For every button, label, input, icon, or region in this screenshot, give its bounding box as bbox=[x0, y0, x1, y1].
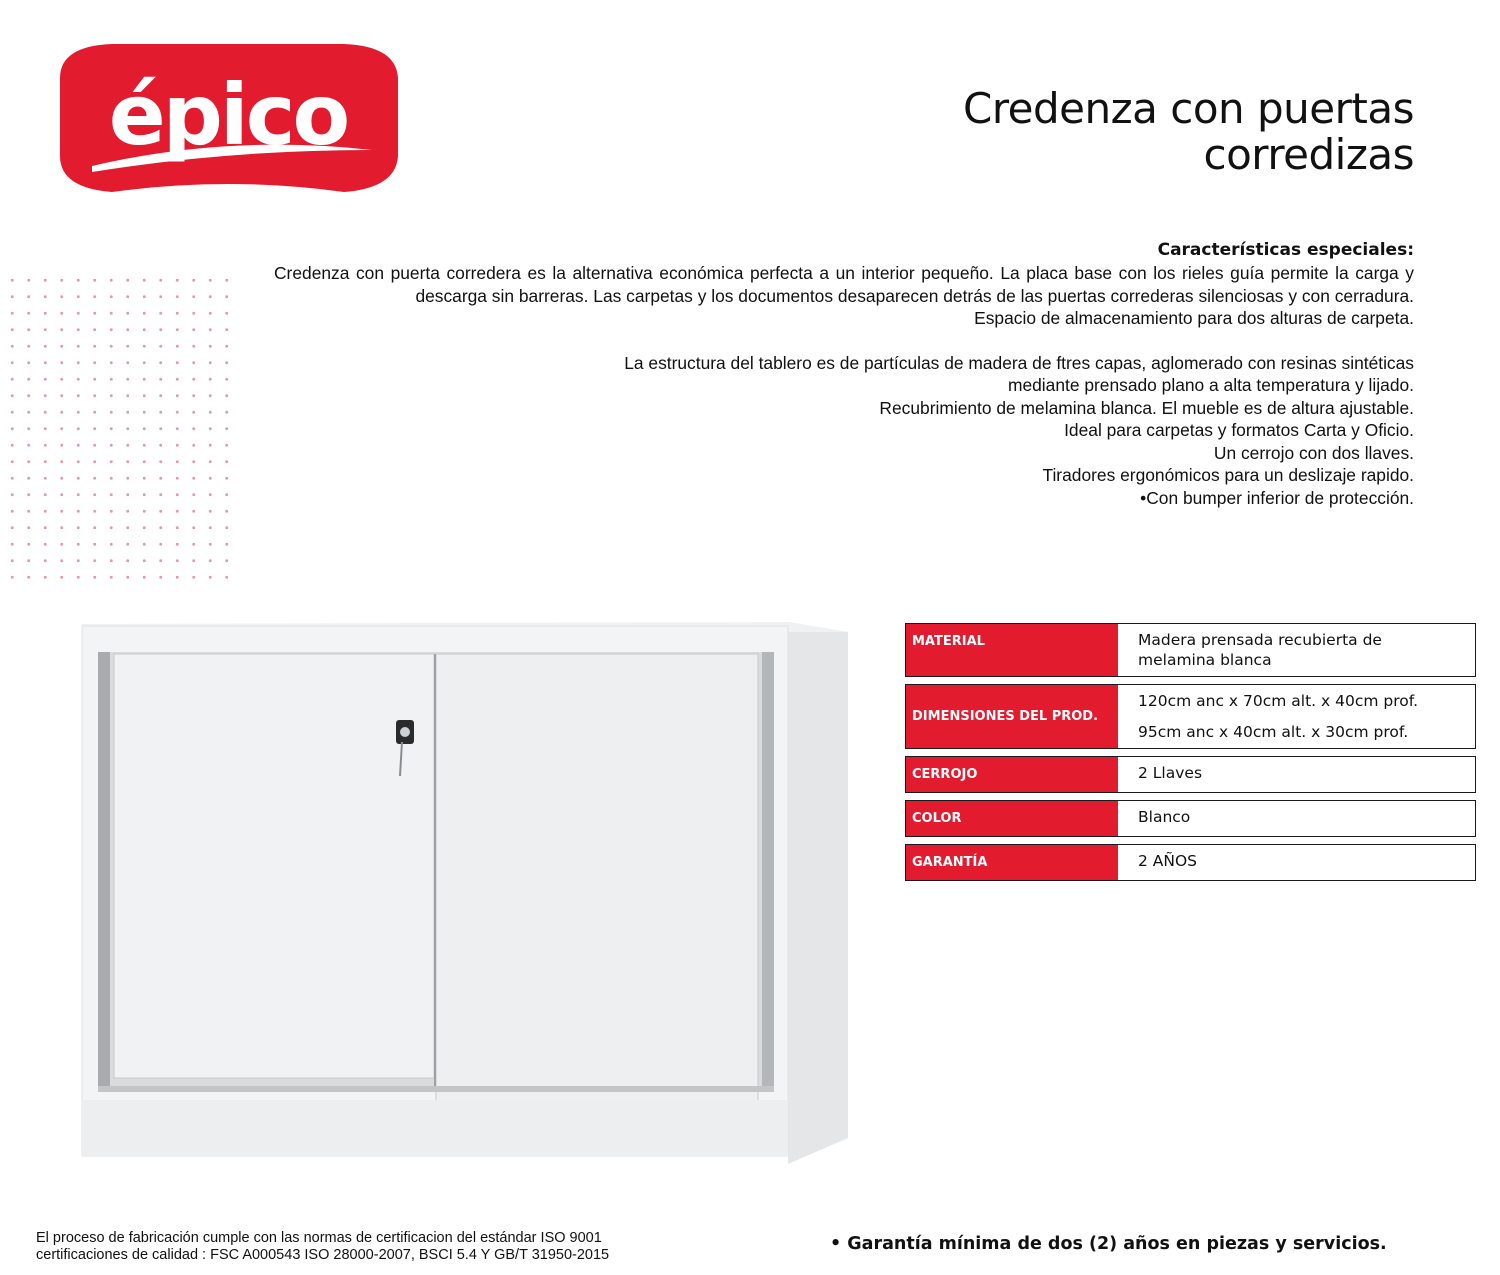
title-line-2: corredizas bbox=[1203, 130, 1414, 179]
spec-label: DIMENSIONES DEL PROD. bbox=[906, 685, 1118, 748]
description-line: Tiradores ergonómicos para un deslizaje rapido. bbox=[1042, 465, 1414, 485]
spec-value-text: Blanco bbox=[1138, 808, 1191, 826]
spec-row-color bbox=[905, 800, 1476, 837]
spec-row-lock bbox=[905, 756, 1476, 793]
spec-value-text: 120cm anc x 70cm alt. x 40cm prof. bbox=[1138, 692, 1418, 710]
spec-value bbox=[1118, 845, 1475, 880]
spec-label: GARANTÍA bbox=[906, 845, 1118, 880]
spec-value bbox=[1118, 801, 1475, 836]
spec-row-material bbox=[905, 623, 1476, 677]
description-line: •Con bumper inferior de protección. bbox=[1140, 487, 1414, 508]
logo-text: épico bbox=[108, 66, 348, 164]
certification-note bbox=[36, 1230, 636, 1264]
certification-line-1: El proceso de fabricación cumple con las normas de certificacion del estándar ISO 9001 bbox=[36, 1230, 602, 1246]
spec-row-warranty bbox=[905, 844, 1476, 881]
spec-value-text: 2 Llaves bbox=[1138, 764, 1203, 782]
title-line-1: Credenza con puertas bbox=[963, 84, 1414, 133]
spec-label: COLOR bbox=[906, 801, 1118, 836]
brand-logo bbox=[52, 38, 404, 200]
description-paragraph-1: Credenza con puerta corredera es la alternativa económica perfecta a un interior pequeño. La placa base con los rieles guía permite la carga y descarga sin barreras. Las carpetas y los documentos desaparecen detrás de las puertas correderas silenciosas y con cerradura. bbox=[274, 263, 1414, 306]
product-description bbox=[274, 238, 1414, 509]
spec-value bbox=[1118, 757, 1475, 792]
page-title bbox=[714, 86, 1414, 178]
product-image bbox=[80, 616, 850, 1172]
spec-label: CERROJO bbox=[906, 757, 1118, 792]
features-heading: Características especiales: bbox=[1157, 240, 1414, 260]
spec-value-text: Madera prensada recubierta de melamina blanca bbox=[1138, 631, 1382, 669]
description-paragraph-1-end: Espacio de almacenamiento para dos alturas de carpeta. bbox=[974, 308, 1414, 328]
spec-value bbox=[1118, 624, 1475, 676]
spec-value-text: 95cm anc x 40cm alt. x 30cm prof. bbox=[1138, 723, 1409, 741]
description-line: La estructura del tablero es de partículas de madera de ftres capas, aglomerado con resinas sintéticas bbox=[624, 352, 1414, 373]
specs-table bbox=[905, 623, 1476, 888]
warranty-note: • Garantía mínima de dos (2) años en piezas y servicios. bbox=[830, 1234, 1387, 1254]
spec-row-dimensions bbox=[905, 684, 1476, 749]
spec-value bbox=[1118, 685, 1475, 748]
spec-value-text: 2 AÑOS bbox=[1138, 852, 1198, 870]
decorative-dot-pattern bbox=[0, 268, 232, 586]
description-line: Recubrimiento de melamina blanca. El mueble es de altura ajustable. bbox=[879, 397, 1414, 418]
description-line: Ideal para carpetas y formatos Carta y Oficio. bbox=[1064, 420, 1414, 440]
certification-line-2: certificaciones de calidad : FSC A000543 ISO 28000-2007, BSCI 5.4 Y GB/T 31950-2015 bbox=[36, 1247, 610, 1263]
description-line: Un cerrojo con dos llaves. bbox=[1213, 442, 1414, 463]
description-line: mediante prensado plano a alta temperatura y lijado. bbox=[1007, 375, 1414, 395]
spec-label: MATERIAL bbox=[906, 624, 1118, 676]
